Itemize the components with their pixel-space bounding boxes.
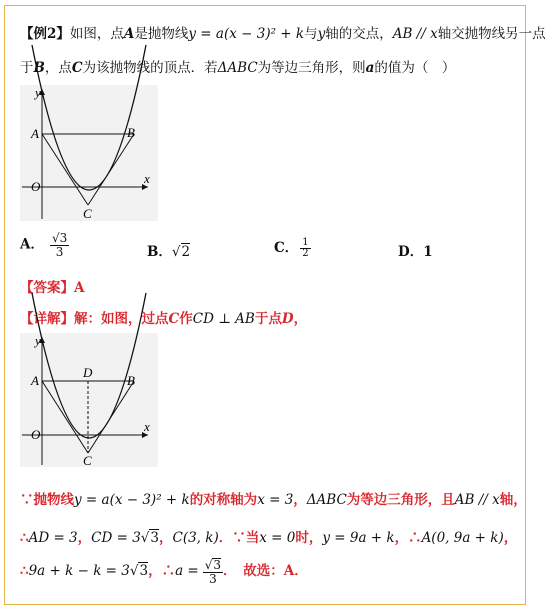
ad-expr: AD = 3 [28, 530, 78, 546]
explain-label: 【详解】 [20, 311, 74, 327]
point-c: C [71, 60, 83, 76]
figure-2 [20, 333, 158, 467]
option-d [398, 240, 433, 260]
a-fraction-num [203, 558, 223, 573]
sol-text: 时， [295, 530, 323, 546]
point-c-label: C [83, 453, 92, 468]
parallel-expr: AB // x [392, 26, 438, 42]
x-label: x [144, 171, 150, 186]
sol-text: 的对称轴为 [189, 492, 258, 508]
point-b-label: B [127, 373, 135, 388]
point-d-label: D [83, 365, 93, 380]
x-label: x [144, 419, 150, 434]
cd-radicand: 3 [150, 530, 159, 546]
problem-text: ，点 [44, 60, 72, 76]
origin-label: O [31, 179, 41, 194]
parallel-expr: AB // x [454, 492, 500, 508]
figure-1 [20, 85, 158, 221]
problem-text: 如图，点 [69, 26, 124, 42]
sol-text: ∴ [20, 563, 29, 580]
sol-text: ，∴ [394, 530, 422, 546]
option-c-label: C． [274, 240, 299, 256]
explain-text: 解：如图，过点 [74, 311, 169, 327]
segment-ac [42, 134, 88, 205]
point-c: C [168, 311, 180, 327]
solution-line-3 [20, 558, 308, 585]
option-c [274, 236, 311, 260]
sol-text: 轴， [499, 492, 527, 508]
point-c-label: C [83, 206, 92, 221]
a-fraction [203, 558, 223, 585]
point-d: D [281, 311, 294, 327]
point-a: A [123, 26, 135, 42]
triangle-abc: ΔABC [217, 60, 258, 76]
perp-expr: CD ⊥ AB [192, 311, 255, 327]
figure-2-graph [20, 333, 158, 467]
explain-text: ， [293, 311, 308, 327]
problem-label: 【例2】 [20, 26, 70, 42]
point-c-coord: C(3, k) [172, 530, 219, 546]
sol-text: ∵抛物线 [20, 492, 74, 508]
problem-text: 为该抛物线的顶点．若 [82, 60, 218, 76]
a-fraction-den: 3 [209, 571, 217, 586]
axis-expr: x = 3 [257, 492, 294, 508]
a-num-radicand: 3 [213, 558, 222, 572]
option-d-label: D． [398, 244, 424, 260]
option-a-den: 3 [55, 244, 64, 259]
solution-line-2 [20, 526, 517, 546]
option-c-num: 1 [302, 236, 309, 248]
problem-text: 是抛物线 [134, 26, 189, 42]
problem-text: 轴的交点， [325, 26, 393, 42]
answer-line [20, 276, 84, 296]
problem-text: 于 [20, 60, 34, 76]
problem-line-2 [20, 56, 455, 76]
point-a-label: A [31, 126, 39, 141]
option-c-fraction [300, 238, 310, 260]
sol-text: ． 故选： [223, 563, 284, 580]
option-b-label: B． [147, 244, 172, 260]
parabola-formula: y = a(x − 3)² + k [188, 26, 305, 42]
answer-label: 【答案】 [20, 280, 74, 296]
sol-text: ．∵当 [218, 530, 260, 546]
point-a-coord: A(0, 9a + k) [421, 530, 504, 546]
problem-text: 的值为（ ） [374, 60, 456, 76]
segment-bc [88, 134, 134, 205]
problem-line-1 [20, 22, 546, 42]
sqrt-sign: √ [129, 563, 139, 580]
option-c-den: 2 [302, 248, 309, 259]
sqrt-sign: √ [204, 558, 213, 572]
sqrt-sign: √ [140, 530, 150, 546]
triangle-abc: ΔABC [306, 492, 347, 508]
point-a-label: A [31, 373, 39, 388]
option-a-label: A． [20, 236, 44, 253]
a-equals: a = [175, 563, 199, 580]
sol-text: ，∴ [148, 563, 176, 580]
sol-text: ， [293, 492, 307, 508]
eq-radicand: 3 [139, 563, 149, 580]
var-a: a [365, 60, 375, 76]
point-b: B [33, 60, 45, 76]
option-b-value: 2 [181, 244, 191, 260]
point-b-label: B [127, 125, 135, 140]
y-label: y [35, 85, 41, 100]
cd-expr: CD = 3 [91, 530, 141, 546]
final-answer: A [283, 563, 295, 580]
option-a [20, 232, 69, 258]
explain-line [20, 307, 307, 327]
problem-text: 为等边三角形，则 [257, 60, 366, 76]
y-axis-ref: y [317, 26, 326, 42]
explain-text: 作 [179, 311, 193, 327]
x-zero-expr: x = 0 [259, 530, 296, 546]
origin-label: O [31, 427, 41, 442]
parabola-formula: y = a(x − 3)² + k [74, 492, 190, 508]
sol-text: ． [294, 563, 308, 580]
sol-text: ， [159, 530, 173, 546]
sol-text: ， [503, 530, 518, 546]
sol-text: ∴ [20, 530, 29, 546]
segment-ac [42, 381, 88, 453]
option-d-value: 1 [423, 244, 433, 260]
option-a-fraction [50, 232, 69, 258]
explain-text: 于点 [254, 311, 282, 327]
y-label: y [35, 333, 41, 348]
sol-text: 为等边三角形，且 [346, 492, 455, 508]
y-value-expr: y = 9a + k [322, 530, 395, 546]
option-a-num: √3 [51, 231, 68, 245]
figure-1-graph [20, 85, 158, 221]
sol-text: ， [77, 530, 92, 546]
answer-value: A [74, 280, 85, 296]
segment-bc [88, 381, 134, 453]
solution-line-1 [20, 488, 527, 508]
equation-expr: 9a + k − k = 3 [28, 563, 130, 580]
option-b [147, 240, 190, 260]
problem-text: 与 [304, 26, 318, 42]
sqrt-sign: √ [171, 244, 181, 260]
problem-text: 轴交抛物线另一点 [437, 26, 546, 42]
